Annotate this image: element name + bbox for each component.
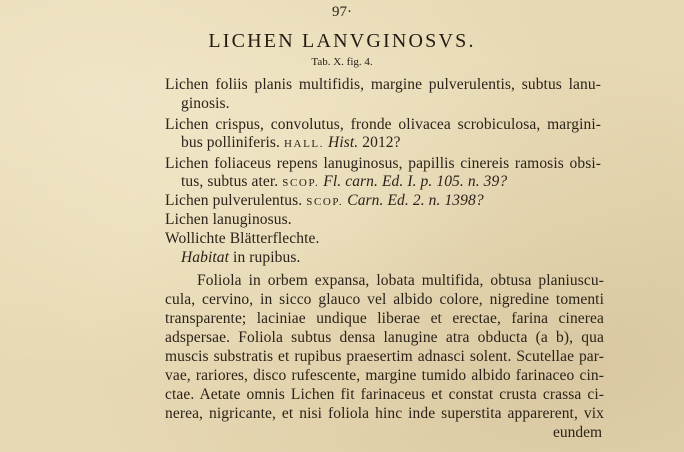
paragraph-line-5: muscis substratis et rupibus praesertim adnasci solent. Scutellae par- [165, 348, 604, 365]
paragraph-line-7: ctae. Aetate omnis Lichen fit farinaceus et constat crusta crassa ci- [165, 386, 604, 403]
synonym-2-line-2: bus polliniferis. HALL. Hist. 2012? [181, 134, 401, 151]
synonym-4-line: Lichen pulverulentus. SCOP. Carn. Ed. 2. n. 1398? [165, 192, 484, 209]
paragraph-line-4: adspersae. Foliola subtus densa lanugine atra obducta (a b), qua [165, 329, 604, 346]
paragraph-line-2: cula, cervino, in sicco glauco vel albido colore, nigredine tomenti [165, 291, 604, 308]
synonym-5-line: Lichen lanuginosus. [165, 211, 292, 228]
synonym-3-line-1: Lichen foliaceus repens lanuginosus, papillis cinereis ramosis obsi- [165, 155, 601, 172]
catchword: eundem [553, 424, 603, 441]
paragraph-line-1: Foliola in orbem expansa, lobata multifida, obtusa planiuscu- [197, 272, 604, 289]
author-abbrev: SCOP. [306, 196, 344, 208]
synonym-3-line-2: tus, subtus ater. SCOP. Fl. carn. Ed. I. p. 105. n. 39? [181, 173, 508, 190]
synonym-6-line: Wollichte Blätterflechte. [165, 230, 320, 247]
paragraph-line-6: vae, rariores, disco rufescente, margine tumido albido farinaceo cin- [165, 367, 604, 384]
author-abbrev: SCOP. [282, 177, 320, 189]
page-number: 97· [332, 4, 352, 20]
page-title: LICHEN LANVGINOSVS. [208, 30, 476, 52]
figure-reference: Tab. X. fig. 4. [311, 56, 373, 68]
synonym-2-line-1: Lichen crispus, convolutus, fronde olivacea scrobiculosa, margini- [165, 116, 601, 133]
habitat-line: Habitat in rupibus. [181, 249, 301, 266]
paragraph-line-3: transparente; laciniae undique liberae et erectae, farina cinerea [165, 310, 604, 327]
synonym-1-line-2: ginosis. [181, 95, 230, 112]
synonym-1-line-1: Lichen foliis planis multifidis, margine pulverulentis, subtus lanu- [165, 76, 601, 93]
paragraph-line-8: nerea, nigricante, et nisi foliola hinc inde superstita apparerent, vix [165, 405, 604, 422]
author-abbrev: HALL. [283, 138, 325, 150]
